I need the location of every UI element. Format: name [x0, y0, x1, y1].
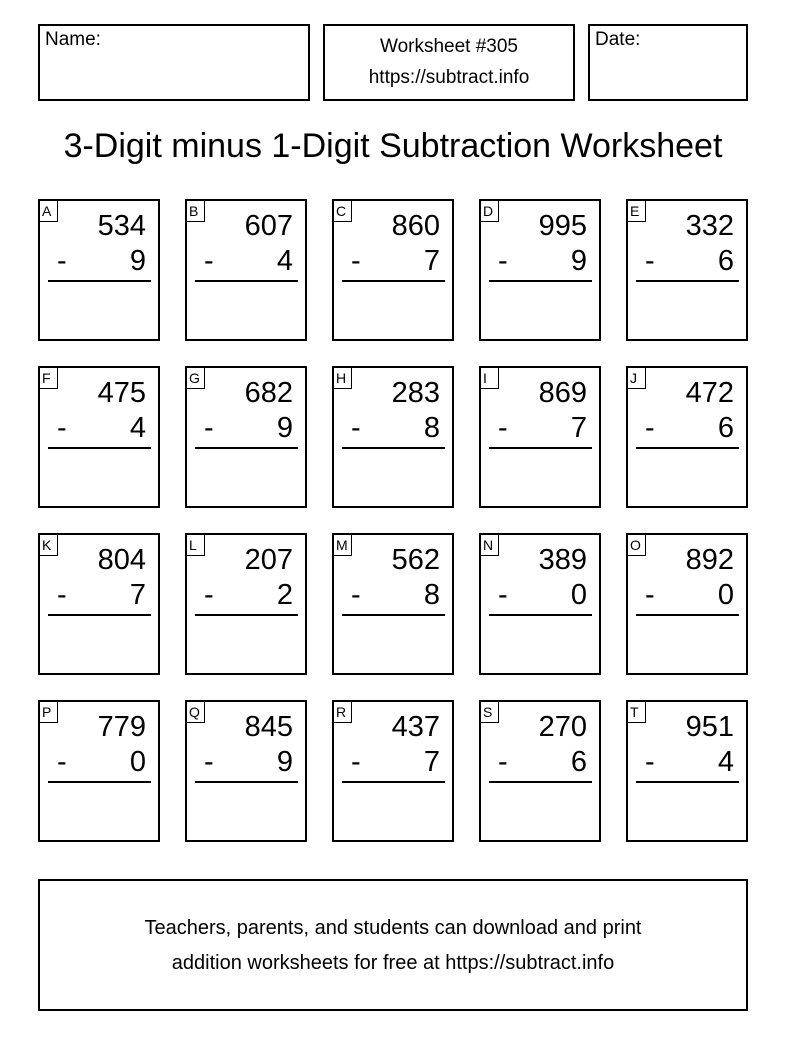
date-field[interactable]	[588, 24, 748, 101]
minuend: 270	[538, 711, 587, 743]
problem-letter: T	[627, 701, 646, 723]
answer-line	[48, 781, 151, 783]
minus-sign: -	[645, 746, 655, 778]
answer-line	[636, 781, 739, 783]
problem-card[interactable]	[479, 533, 601, 675]
minuend: 475	[97, 377, 146, 409]
minuend: 534	[97, 210, 146, 242]
minus-sign: -	[57, 412, 67, 444]
minus-sign: -	[57, 579, 67, 611]
subtrahend: 2	[276, 579, 293, 611]
problem-letter: R	[333, 701, 352, 723]
page-title: 3-Digit minus 1-Digit Subtraction Worksheet	[63, 127, 723, 165]
subtrahend: 9	[570, 245, 587, 277]
minuend: 607	[244, 210, 293, 242]
subtrahend: 4	[717, 746, 734, 778]
subtrahend: 7	[129, 579, 146, 611]
minus-sign: -	[204, 245, 214, 277]
minus-sign: -	[351, 412, 361, 444]
subtrahend: 7	[423, 245, 440, 277]
problem-letter: K	[39, 534, 58, 556]
problem-letter: Q	[186, 701, 205, 723]
subtrahend: 0	[570, 579, 587, 611]
minuend: 892	[685, 544, 734, 576]
subtrahend: 9	[276, 746, 293, 778]
name-field[interactable]	[38, 24, 310, 101]
answer-line	[195, 447, 298, 449]
problem-letter: O	[627, 534, 646, 556]
subtrahend: 9	[276, 412, 293, 444]
answer-line	[195, 781, 298, 783]
date-label: Date:	[595, 29, 641, 50]
subtrahend: 4	[129, 412, 146, 444]
problem-letter: D	[480, 200, 499, 222]
minuend: 437	[391, 711, 440, 743]
minuend: 779	[97, 711, 146, 743]
problem-card[interactable]	[479, 700, 601, 842]
minus-sign: -	[204, 746, 214, 778]
minuend: 332	[685, 210, 734, 242]
subtrahend: 4	[276, 245, 293, 277]
problem-letter: I	[480, 367, 499, 389]
problem-card[interactable]	[38, 533, 160, 675]
subtrahend: 6	[717, 412, 734, 444]
minus-sign: -	[57, 245, 67, 277]
problem-card[interactable]	[332, 700, 454, 842]
problem-letter: P	[39, 701, 58, 723]
minus-sign: -	[498, 746, 508, 778]
minuend: 207	[244, 544, 293, 576]
name-label: Name:	[45, 29, 101, 50]
subtrahend: 9	[129, 245, 146, 277]
minuend: 845	[244, 711, 293, 743]
minus-sign: -	[645, 412, 655, 444]
minus-sign: -	[498, 245, 508, 277]
answer-line	[489, 280, 592, 282]
footer-line-2: addition worksheets for free at https://subtract.info	[171, 952, 615, 974]
minus-sign: -	[204, 579, 214, 611]
answer-line	[342, 781, 445, 783]
problems-grid	[38, 199, 748, 842]
minuend: 804	[97, 544, 146, 576]
problem-letter: G	[186, 367, 205, 389]
answer-line	[48, 614, 151, 616]
worksheet-info-box	[323, 24, 575, 101]
minuend: 869	[538, 377, 587, 409]
minus-sign: -	[204, 412, 214, 444]
minuend: 283	[391, 377, 440, 409]
subtrahend: 0	[129, 746, 146, 778]
problem-card[interactable]	[185, 700, 307, 842]
subtrahend: 6	[570, 746, 587, 778]
problem-letter: H	[333, 367, 352, 389]
minuend: 389	[538, 544, 587, 576]
answer-line	[636, 447, 739, 449]
answer-line	[342, 614, 445, 616]
minus-sign: -	[57, 746, 67, 778]
subtrahend: 8	[423, 412, 440, 444]
minus-sign: -	[645, 579, 655, 611]
worksheet-url: https://subtract.info	[368, 67, 530, 88]
minuend: 682	[244, 377, 293, 409]
subtrahend: 7	[423, 746, 440, 778]
answer-line	[195, 280, 298, 282]
problem-letter: L	[186, 534, 205, 556]
problem-card[interactable]	[479, 199, 601, 341]
problem-card[interactable]	[185, 199, 307, 341]
problem-card[interactable]	[332, 533, 454, 675]
answer-line	[489, 614, 592, 616]
problem-card[interactable]	[332, 199, 454, 341]
answer-line	[489, 781, 592, 783]
subtrahend: 7	[570, 412, 587, 444]
minus-sign: -	[645, 245, 655, 277]
problem-card[interactable]	[185, 533, 307, 675]
minuend: 472	[685, 377, 734, 409]
worksheet-number: Worksheet #305	[379, 36, 518, 57]
problem-letter: S	[480, 701, 499, 723]
answer-line	[342, 447, 445, 449]
problem-card[interactable]	[626, 533, 748, 675]
minus-sign: -	[351, 245, 361, 277]
subtrahend: 8	[423, 579, 440, 611]
problem-card[interactable]	[38, 700, 160, 842]
answer-line	[195, 614, 298, 616]
problem-letter: N	[480, 534, 499, 556]
minuend: 951	[685, 711, 734, 743]
answer-line	[342, 280, 445, 282]
minus-sign: -	[498, 579, 508, 611]
problem-letter: M	[333, 534, 352, 556]
problem-card[interactable]	[332, 366, 454, 508]
answer-line	[48, 280, 151, 282]
problem-letter: C	[333, 200, 352, 222]
problem-card[interactable]	[38, 199, 160, 341]
problem-letter: J	[627, 367, 646, 389]
problem-letter: F	[39, 367, 58, 389]
footer-line-1: Teachers, parents, and students can download and print	[144, 917, 642, 939]
problem-card[interactable]	[479, 366, 601, 508]
minuend: 562	[391, 544, 440, 576]
problem-letter: B	[186, 200, 205, 222]
footer-note	[38, 879, 748, 1011]
minus-sign: -	[351, 746, 361, 778]
answer-line	[636, 280, 739, 282]
minuend: 860	[391, 210, 440, 242]
answer-line	[489, 447, 592, 449]
problem-card[interactable]	[626, 199, 748, 341]
problem-letter: A	[39, 200, 58, 222]
answer-line	[636, 614, 739, 616]
subtrahend: 6	[717, 245, 734, 277]
minus-sign: -	[351, 579, 361, 611]
subtrahend: 0	[717, 579, 734, 611]
answer-line	[48, 447, 151, 449]
problem-letter: E	[627, 200, 646, 222]
problem-card[interactable]	[626, 366, 748, 508]
problem-card[interactable]	[626, 700, 748, 842]
problem-card[interactable]	[38, 366, 160, 508]
problem-card[interactable]	[185, 366, 307, 508]
minuend: 995	[538, 210, 587, 242]
minus-sign: -	[498, 412, 508, 444]
